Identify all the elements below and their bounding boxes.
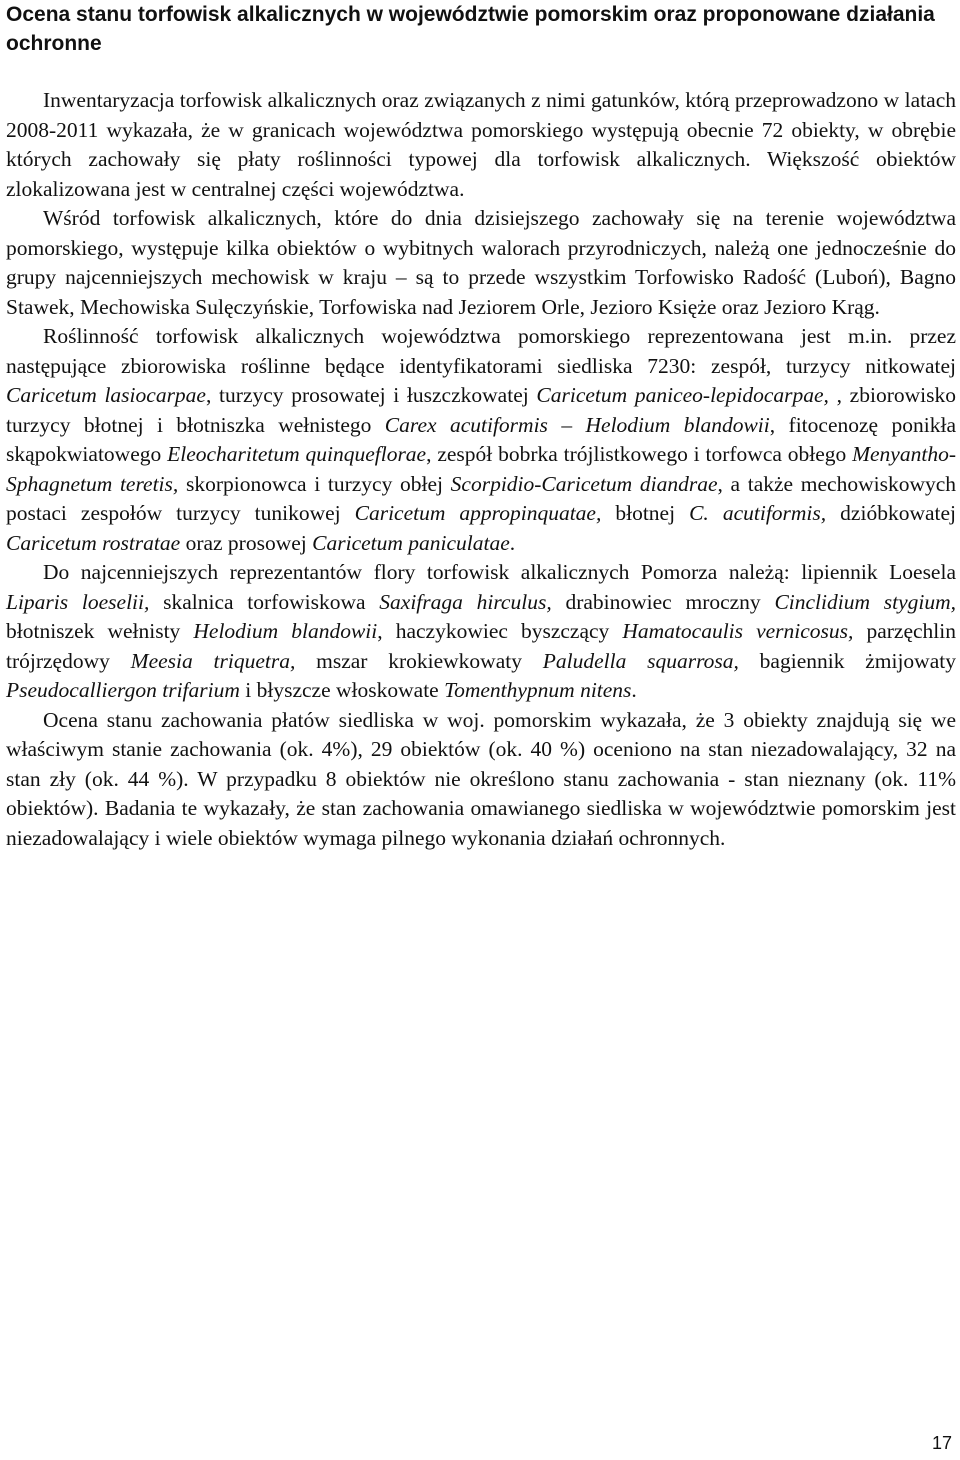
document-title: Ocena stanu torfowisk alkalicznych w województwie pomorskim oraz proponowane działania ochronne xyxy=(6,3,935,55)
species-name: Tomenthypnum nitens xyxy=(444,678,632,702)
text-run: Inwentaryzacja torfowisk alkalicznych oraz związanych z nimi gatunków, którą przeprowadzono w latach 2008-2011 wykazała, że w granicach województwa pomorskiego występują obecnie 72 obiekty, w obrębie których zachowały się płaty roślinności typowej dla torfowisk alkalicznych. Większość obiektów zlokalizowana jest w centralnej części województwa. xyxy=(6,88,956,201)
text-run: skorpionowca i turzycy obłej xyxy=(178,471,451,496)
text-run: , zbiorowisko turzycy błotnej i błotniszka wełnistego xyxy=(6,383,956,437)
species-name: Caricetum paniculatae xyxy=(312,530,510,555)
text-run: bagiennik żmijowaty xyxy=(738,648,956,673)
species-name: Scorpidio-Caricetum diandrae xyxy=(450,471,718,496)
text-run: Roślinność torfowisk alkalicznych województwa pomorskiego reprezentowana jest m.in. przez następujące zbiorowiska roślinne będące identyfikatorami siedliska 7230: zespół, turzycy nitkowatej xyxy=(6,324,956,378)
species-name: Eleocharitetum quinqueflorae xyxy=(167,442,427,466)
text-run: oraz prosowej xyxy=(180,530,313,555)
text-run: , zespół bobrka trójlistkowego i torfowca obłego xyxy=(426,442,853,466)
text-run: mszar krokiewkowaty xyxy=(295,648,543,673)
paragraph-flora-representatives xyxy=(6,558,956,706)
species-name: Cinclidium stygium, xyxy=(774,589,956,614)
species-name: Liparis loeselii, xyxy=(6,589,150,614)
species-name: Hamatocaulis vernicosus, xyxy=(622,619,854,643)
text-run: dzióbkowatej xyxy=(826,501,956,525)
species-name: Caricetum appropinquatae, xyxy=(354,501,602,525)
paragraph-plant-communities xyxy=(6,322,956,558)
text-run: Wśród torfowisk alkalicznych, które do dnia dzisiejszego zachowały się na terenie województwa pomorskiego, występuje kilka obiektów o wybitnych walorach przyrodniczych, należą one jednocześnie do grupy najcenniejszych mechowisk w kraju – są to przede wszystkim Torfowisko Radość (Luboń), Bagno Stawek, Mechowiska Sulęczyńskie, Torfowiska nad Jeziorem Orle, Jezioro Księże oraz Jezioro Krąg. xyxy=(6,206,956,319)
species-name: Paludella squarrosa, xyxy=(542,648,739,673)
text-run: parzęchlin trójrzędowy xyxy=(6,619,956,673)
species-name: Caricetum lasiocarpae xyxy=(6,383,206,407)
species-name: Caricetum paniceo-lepidocarpae, xyxy=(536,383,829,407)
text-run: błotnej xyxy=(601,501,690,525)
text-run: . xyxy=(631,678,637,702)
document-body xyxy=(6,86,956,853)
paragraph-inventory xyxy=(6,86,956,204)
text-run: Ocena stanu zachowania płatów siedliska w woj. pomorskim wykazała, że 3 obiekty znajdują się we właściwym stanie zachowania (ok. 4%), 29 obiektów (ok. 40 %) oceniono na stan niezadowalający, 32 na stan zły (ok. 44 %). W przypadku 8 obiektów nie określono stanu zachowania - stan nieznany (ok. 11% obiektów). Badania te wykazały, że stan zachowania omawianego siedliska w województwie pomorskim jest niezadowalający i wiele obiektów wymaga pilnego wykonania działań ochronnych. xyxy=(6,707,956,850)
text-run: , haczykowiec byszczący xyxy=(377,619,623,643)
species-name: Caricetum rostratae xyxy=(6,530,181,555)
text-run: i błyszcze włoskowate xyxy=(239,678,445,702)
paragraph-valuable-sites xyxy=(6,204,956,322)
paragraph-conservation-status xyxy=(6,706,956,854)
text-run: błotniszek wełnisty xyxy=(6,619,194,643)
text-run: , turzycy prosowatej i łuszczkowatej xyxy=(205,383,537,407)
species-name: C. acutiformis, xyxy=(689,501,827,525)
document-page xyxy=(6,0,956,853)
text-run: drabinowiec mroczny xyxy=(551,589,775,614)
text-run: . xyxy=(509,530,516,555)
species-name: Meesia triquetra, xyxy=(130,648,296,673)
species-name: Helodium blandowii xyxy=(193,619,378,643)
page-number: 17 xyxy=(931,1433,952,1453)
species-name: Menyantho-Sphagnetum teretis, xyxy=(6,442,956,496)
text-run: Do najcenniejszych reprezentantów flory torfowisk alkalicznych Pomorza należą: lipiennik Loesela xyxy=(43,560,956,584)
text-run: , fitocenozę ponikła skąpokwiatowego xyxy=(6,412,956,466)
species-name: Carex acutiformis – Helodium blandowii xyxy=(384,412,770,437)
text-run: , a także mechowiskowych postaci zespołów turzycy tunikowej xyxy=(6,471,957,525)
text-run: skalnica torfowiskowa xyxy=(149,589,380,614)
species-name: Saxifraga hirculus, xyxy=(379,589,552,614)
species-name: Pseudocalliergon trifarium xyxy=(6,678,240,702)
